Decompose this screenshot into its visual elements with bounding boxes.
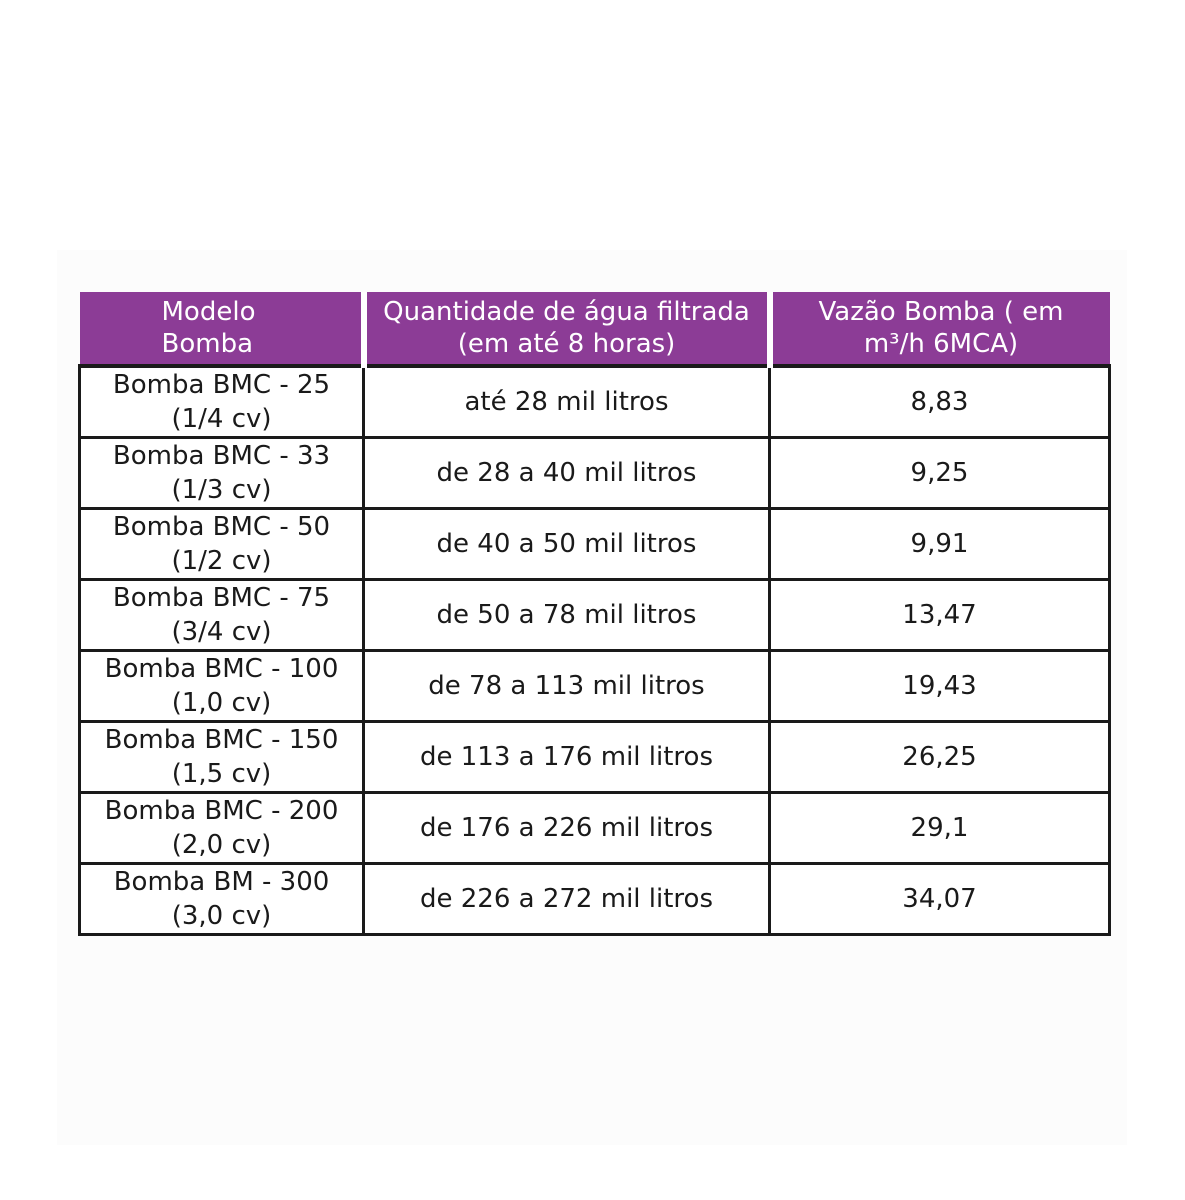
table-row [80,509,1110,580]
flow-cell: 29,1 [770,793,1110,864]
model-power: (1/2 cv) [171,546,272,576]
model-cell [80,864,364,935]
model-name: Bomba BMC - 100 [104,654,339,684]
pump-specs-table [78,292,1111,936]
quantity-cell: de 113 a 176 mil litros [364,722,770,793]
header-row [80,292,1110,366]
table-row [80,722,1110,793]
quantity-cell: de 50 a 78 mil litros [364,580,770,651]
header-flow [770,292,1110,366]
model-name: Bomba BMC - 150 [104,725,339,755]
model-name: Bomba BMC - 200 [104,796,339,826]
model-cell [80,722,364,793]
model-cell [80,438,364,509]
model-power: (1,0 cv) [171,688,272,718]
model-cell [80,651,364,722]
header-quantity-line-1: Quantidade de água filtrada [383,297,750,327]
model-name: Bomba BMC - 75 [112,583,331,613]
quantity-cell: de 78 a 113 mil litros [364,651,770,722]
table-row [80,366,1110,438]
header-flow-line-1: Vazão Bomba ( em [818,297,1064,327]
flow-cell: 19,43 [770,651,1110,722]
model-power: (3/4 cv) [171,617,272,647]
table-row [80,793,1110,864]
model-power: (2,0 cv) [171,830,272,860]
model-power: (1,5 cv) [171,759,272,789]
flow-cell: 8,83 [770,366,1110,438]
model-power: (1/4 cv) [171,404,272,434]
flow-cell: 9,25 [770,438,1110,509]
quantity-cell: de 28 a 40 mil litros [364,438,770,509]
model-power: (3,0 cv) [171,901,272,931]
model-name: Bomba BMC - 33 [112,441,331,471]
flow-cell: 13,47 [770,580,1110,651]
header-model-line-1: Modelo [161,297,256,327]
model-cell [80,366,364,438]
table-row [80,580,1110,651]
header-flow-line-2: m³/h 6MCA) [863,329,1019,359]
model-cell [80,580,364,651]
model-name: Bomba BMC - 50 [112,512,331,542]
model-cell [80,509,364,580]
model-name: Bomba BM - 300 [113,867,330,897]
header-quantity [364,292,770,366]
header-quantity-line-2: (em até 8 horas) [457,329,676,359]
flow-cell: 34,07 [770,864,1110,935]
header-model [80,292,364,366]
model-name: Bomba BMC - 25 [112,370,331,400]
model-power: (1/3 cv) [171,475,272,505]
quantity-cell: até 28 mil litros [364,366,770,438]
table-row [80,651,1110,722]
flow-cell: 9,91 [770,509,1110,580]
table-row [80,438,1110,509]
quantity-cell: de 40 a 50 mil litros [364,509,770,580]
header-model-line-2: Bomba [161,329,254,359]
flow-cell: 26,25 [770,722,1110,793]
quantity-cell: de 176 a 226 mil litros [364,793,770,864]
table-row [80,864,1110,935]
quantity-cell: de 226 a 272 mil litros [364,864,770,935]
model-cell [80,793,364,864]
